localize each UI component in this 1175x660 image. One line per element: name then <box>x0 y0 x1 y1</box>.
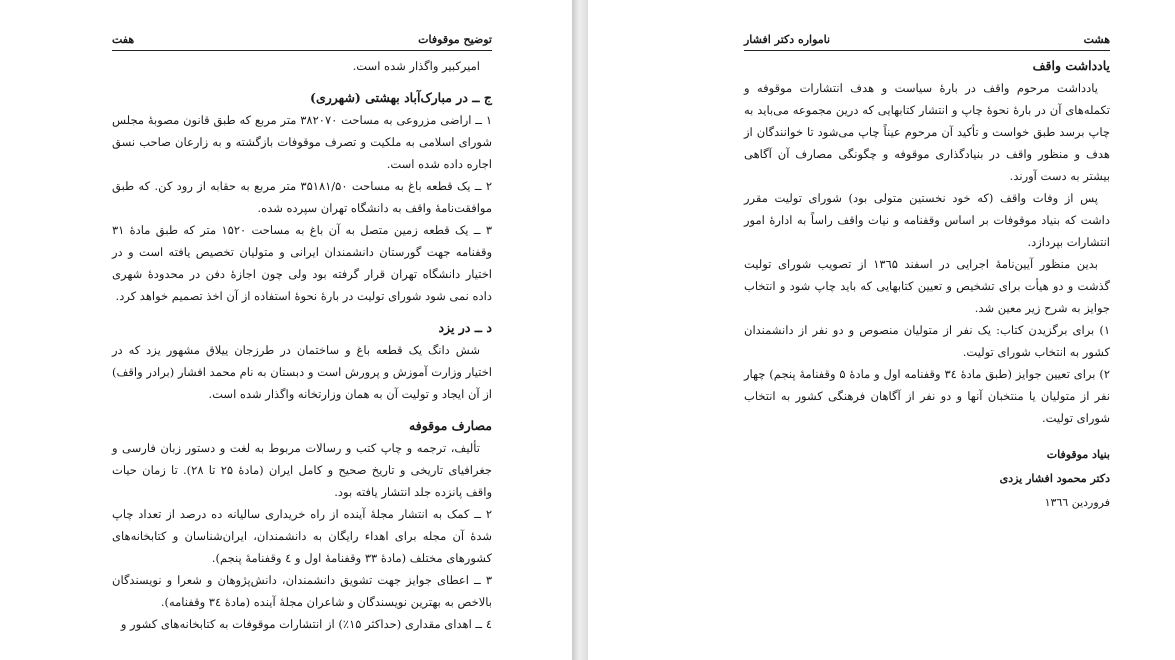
list-item: ۲ ــ یک قطعه باغ به مساحت ۳۵۱۸۱/۵۰ متر مربع به حقابه از رود کن. که طبق موافقت‌نامهٔ واقف به دانشگاه تهران سپرده شده. <box>112 179 492 215</box>
paragraph: شش دانگ یک قطعه باغ و ساختمان در طرزجان ییلاق مشهور یزد که در اختیار وزارت آموزش و پرورش است و دبستان به نام محمد افشار (برادر واقف) از آن ایجاد و تولیت آن به همان وزارتخانه واگذار شده است. <box>112 343 492 401</box>
section-heading-expenses: مصارف موقوفه <box>409 418 492 433</box>
page-right-content <box>744 30 1110 515</box>
page-gutter <box>572 0 588 660</box>
running-head-left <box>112 30 492 51</box>
running-head-page-number: هشت <box>1083 33 1110 46</box>
signature-name: دکتر محمود افشار یزدی <box>999 472 1110 485</box>
paragraph: بدین منظور آیین‌نامهٔ اجرایی در اسفند ۱۳٦۵ از تصویب شورای تولیت گذشت و دو هیأت برای تشخیص و تعیین کتابهایی که باید چاپ شود و انتخاب جوایز به شرح زیر معین شد. <box>744 257 1110 315</box>
list-item: ۲) برای تعیین جوایز (طبق مادهٔ ۳٤ وقفنامه اول و مادهٔ ۵ وقفنامهٔ پنجم) چهار نفر از متولیان یا منتخبان آنها و دو نفر از آگاهان فرهنگی کشور به انتخاب شورای تولیت. <box>744 367 1111 425</box>
signature-date: فروردین ۱۳٦٦ <box>1044 496 1110 509</box>
list-item: ۱ ــ اراضی مزروعی به مساحت ۳۸۲۰۷۰ متر مربع که طبق قانون مصوبهٔ مجلس شورای اسلامی به ملکیت و تصرف موقوفات بازگشته و به زارعان صاحب نسق اجاره داده شده است. <box>112 113 493 171</box>
page-right <box>588 0 1175 660</box>
running-head-page-number: هفت <box>112 33 135 46</box>
list-item: تألیف، ترجمه و چاپ کتب و رسالات مربوط به لغت و دستور زبان فارسی و جغرافیای تاریخی و تاریخ صحیح و کامل ایران (مادهٔ ۲۵ تا ۲۸). تا زمان حیات واقف پانزده جلد انتشار یافته بود. <box>112 441 493 499</box>
list-item: ۳ ــ یک قطعه زمین متصل به آن باغ به مساحت ۱۵۲۰ متر که طبق مادهٔ ۳۱ وقفنامه جهت گورستان دانشمندان ایرانی و متولیان تخصیص یافته است و در اختیار دانشگاه تهران قرار گرفته بود ولی چون اجازهٔ دفن در محدودهٔ شهری داده نمی شود شورای تولیت در بارهٔ نحوهٔ استفاده از آن اخذ تصمیم خواهد کرد. <box>112 223 492 303</box>
running-head-title: توضیح موقوفات <box>418 33 492 46</box>
opening-line: امیرکبیر واگذار شده است. <box>352 59 480 73</box>
signature-block <box>744 443 1110 515</box>
page-left <box>0 0 572 660</box>
section-heading-mobarakabad: ج ــ در مبارک‌آباد بهشتی (شهرری) <box>310 90 492 105</box>
paragraph: پس از وفات واقف (که خود نخستین متولی بود) شورای تولیت مقرر داشت که بنیاد موقوفات بر اساس وقفنامه و نیات واقف راساً به ادارهٔ امور انتشارات بپردازد. <box>744 191 1110 249</box>
list-item: ۱) برای برگزیدن کتاب: یک نفر از متولیان منصوص و دو نفر از دانشمندان کشور به انتخاب شورای تولیت. <box>744 323 1110 359</box>
section-heading-yazd: د ــ در یزد <box>438 320 492 335</box>
paragraph: یادداشت مرحوم واقف در بارهٔ سیاست و هدف انتشارات موقوفه و تکمله‌های آن در بارهٔ نحوهٔ چاپ و انتشار کتابهایی که درین مجموعه می‌باید به چاپ برسد طبق خواست و تأکید آن مرحوم عیناً چاپ می‌شود تا خوانندگان از هدف و منظور واقف در بنیادگذاری موقوفه و چگونگی مصارف آن آگاهی بیشتر به دست آورند. <box>744 81 1110 183</box>
list-item: ۳ ــ اعطای جوایز جهت تشویق دانشمندان، دانش‌پژوهان و شعرا و نویسندگان بالاخص به بهترین نویسندگان و شاعران مجلهٔ آینده (مادهٔ ۳٤ وقفنامه). <box>112 573 492 609</box>
signature-org: بنیاد موقوفات <box>1046 448 1110 461</box>
list-item: ۲ ــ کمک به انتشار مجلهٔ آینده از راه خریداری سالیانه ده درصد از تعداد چاپ شدهٔ آن مجله برای اهداء رایگان به دانشمندان، ایران‌شناسان و کتابخانه‌های کشورهای مختلف (مادهٔ ۳۳ وقفنامهٔ اول و ٤ وقفنامهٔ پنجم). <box>112 507 492 565</box>
running-head-right <box>744 30 1110 51</box>
section-heading-founder-note: یادداشت واقف <box>1032 58 1110 73</box>
list-item: ٤ ــ اهدای مقداری (حداکثر ۱۵٪) از انتشارات موقوفات به کتابخانه‌های کشور و <box>120 617 492 631</box>
page-left-content <box>112 30 492 635</box>
running-head-title: نامواره دکتر افشار <box>744 33 831 46</box>
